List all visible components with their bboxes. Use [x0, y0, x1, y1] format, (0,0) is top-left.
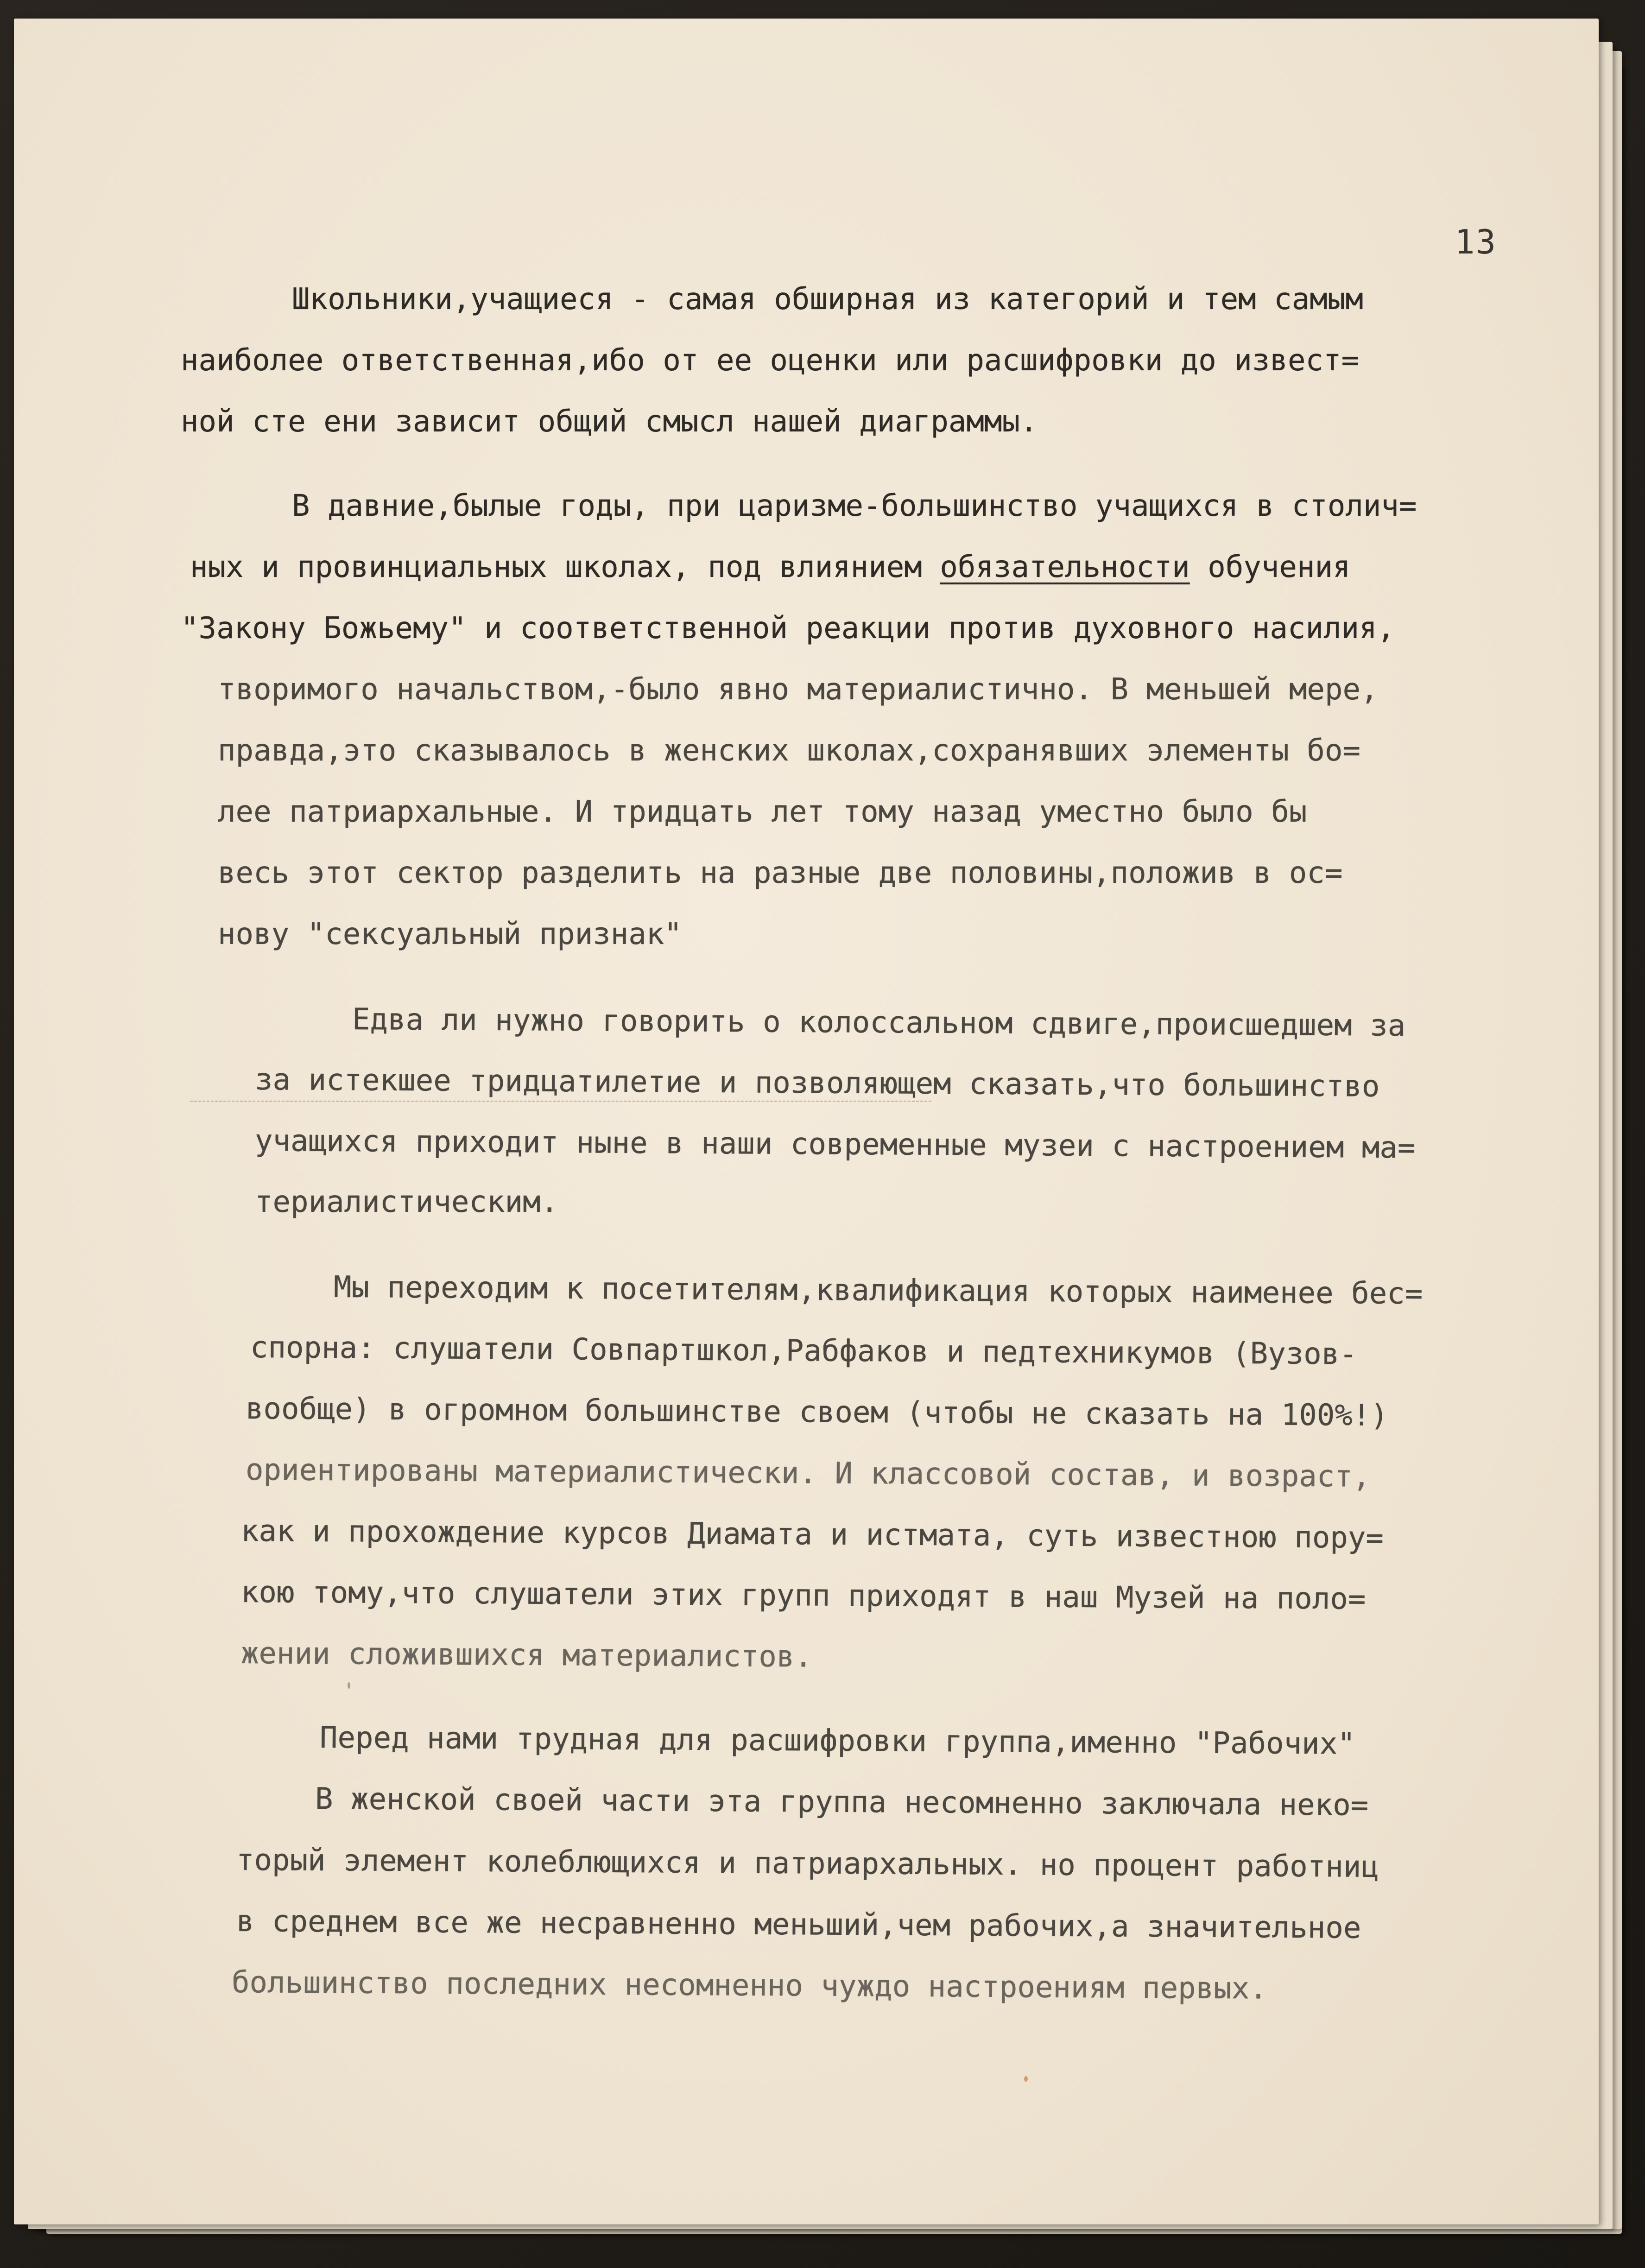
- text-line: ной сте ени зависит общий смысл нашей диаграммы.: [181, 405, 1038, 439]
- text-line: спорна: слушатели Совпартшкол,Рабфаков и педтехникумов (Вузов-: [250, 1330, 1358, 1372]
- text-line: учащихся приходит ныне в наши современные музеи с настроением ма=: [254, 1124, 1416, 1166]
- text-line: нову "сексуальный признак": [218, 917, 682, 951]
- underlined-word: обязательности: [940, 550, 1190, 584]
- text-line: лее патриархальные. И тридцать лет тому назад уместно было бы: [218, 795, 1307, 829]
- text-line: "Закону Божьему" и соответственной реакции против духовного насилия,: [181, 611, 1395, 646]
- text-line: торый элемент колеблющихся и патриархальных. но процент работниц: [236, 1843, 1379, 1885]
- text-line: весь этот сектор разделить на разные две половины,положив в ос=: [218, 856, 1343, 890]
- text-line: В давние,былые годы, при царизме-большинство учащихся в столич=: [292, 489, 1417, 523]
- typewritten-page: [14, 19, 1599, 2224]
- page-number: 13: [1455, 222, 1497, 261]
- text-line: Перед нами трудная для расшифровки группа,именно "Рабочих": [319, 1721, 1355, 1761]
- text-line: Едва ли нужно говорить о колоссальном сдвиге,происшедшем за: [352, 1002, 1406, 1043]
- paragraph-3: [195, 988, 1589, 1233]
- text-line: в среднем все же несравненно меньший,чем рабочих,а значительное: [236, 1904, 1361, 1945]
- paragraph-4: [195, 1256, 1589, 1684]
- page-body: [181, 269, 1589, 2036]
- paragraph-2: [181, 475, 1589, 965]
- text-line: за истекшее тридцатилетие и позволяющем сказать,что большинство: [254, 1063, 1380, 1104]
- text-line: кою тому,что слушатели этих групп приходят в наш Музей на поло=: [240, 1575, 1366, 1616]
- paragraph-5: [195, 1707, 1589, 2013]
- text-line: правда,это сказывалось в женских школах,сохранявших элементы бо=: [218, 734, 1360, 768]
- text-segment: обучения: [1189, 550, 1351, 584]
- text-line: жении сложившихся материалистов.: [240, 1636, 813, 1674]
- text-line: творимого начальством,-было явно материалистично. В меньшей мере,: [218, 672, 1379, 707]
- text-line: как и прохождение курсов Диамата и истмата, суть известною пору=: [240, 1514, 1384, 1556]
- text-line: большинство последних несомненно чуждо настроениям первых.: [231, 1965, 1267, 2006]
- text-line: наиболее ответственная,ибо от ее оценки или расшифровки до извест=: [181, 343, 1360, 378]
- text-line: ориентированы материалистически. И классовой состав, и возраст,: [245, 1453, 1371, 1494]
- text-line: Школьники,учащиеся - самая обширная из категорий и тем самым: [292, 282, 1363, 317]
- text-line: териалистическим.: [255, 1185, 559, 1219]
- text-segment: ных и провинциальных школах, под влиянием: [190, 550, 940, 584]
- text-line: Мы переходим к посетителям,квалификация которых наименее бес=: [333, 1270, 1423, 1311]
- text-line: [190, 537, 1589, 598]
- text-line: В женской своей части эта группа несомненно заключала неко=: [315, 1782, 1369, 1823]
- paragraph-1: [181, 269, 1589, 452]
- text-line: вообще) в огромном большинстве своем (чтобы не сказать на 100%!): [245, 1392, 1389, 1433]
- ink-speck: [1024, 2076, 1028, 2082]
